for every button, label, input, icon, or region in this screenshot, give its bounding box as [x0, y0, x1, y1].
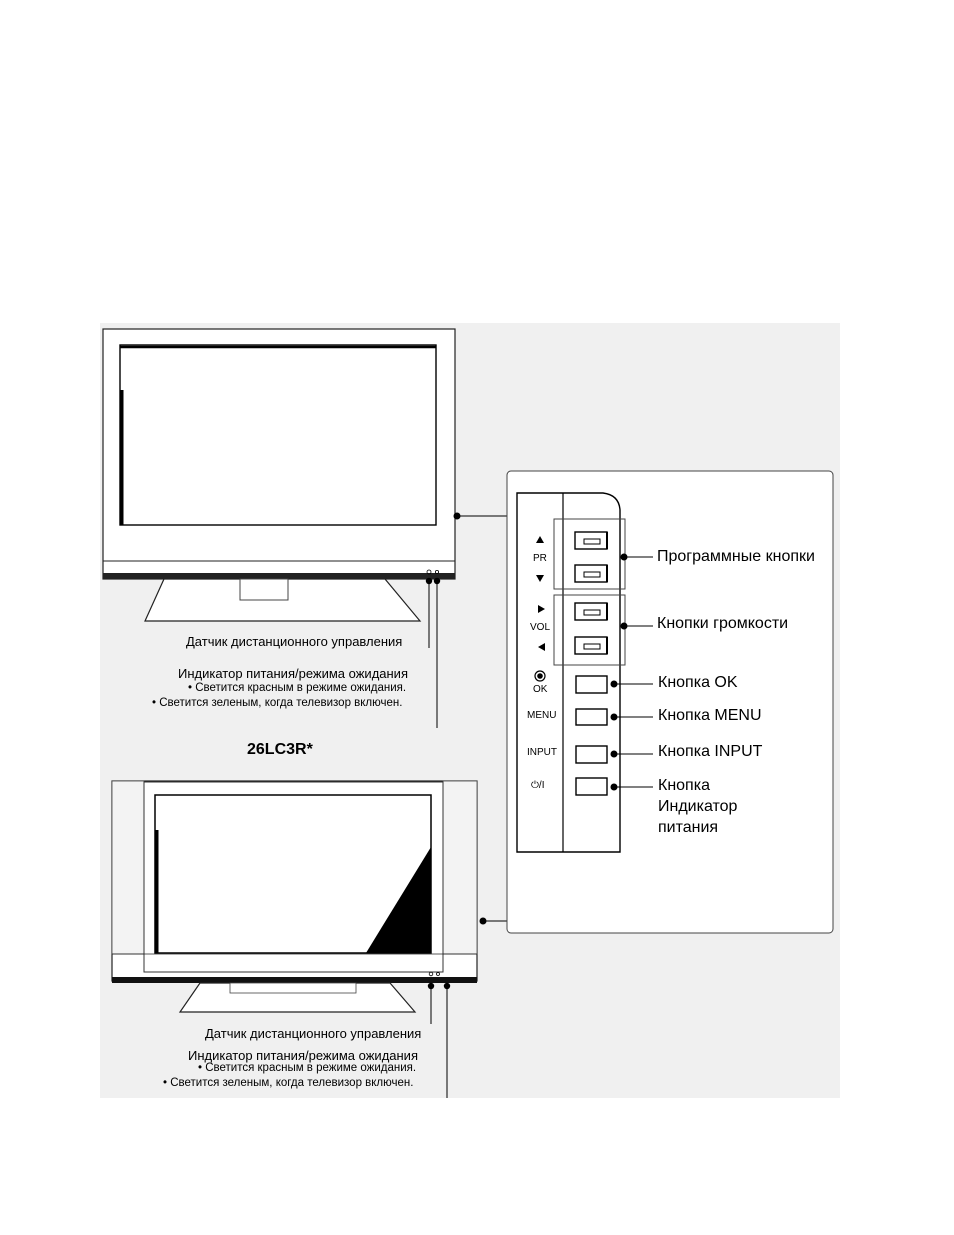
- ok-button[interactable]: [576, 676, 607, 693]
- tv-bottom-power-indicator-label: Индикатор питания/режима ожидания: [188, 1048, 418, 1063]
- pr-down-button[interactable]: [575, 565, 607, 582]
- power-label: ⏻/I: [531, 780, 545, 791]
- vol-down-button[interactable]: [575, 637, 607, 654]
- control-panel-callout: [507, 471, 833, 933]
- pr-label: PR: [533, 553, 547, 564]
- vol-label: VOL: [530, 622, 551, 633]
- tv-top-power-indicator-label: Индикатор питания/режима ожидания: [178, 666, 408, 681]
- menu-button[interactable]: [576, 709, 607, 725]
- tv-bottom-note-red: • Светится красным в режиме ожидания.: [198, 1062, 417, 1074]
- tv-top-note-green: • Светится зеленым, когда телевизор включен.: [152, 697, 403, 709]
- power-button-callout-line1: Кнопка: [658, 777, 710, 794]
- menu-button-callout: Кнопка MENU: [658, 707, 762, 724]
- tv-top-screen: [120, 345, 436, 525]
- ok-label: OK: [533, 684, 548, 695]
- tv-top-remote-sensor-label: Датчик дистанционного управления: [186, 634, 403, 649]
- volume-buttons-callout: Кнопки громкости: [657, 615, 789, 632]
- vol-up-button[interactable]: [575, 603, 607, 620]
- program-buttons-callout: Программные кнопки: [657, 548, 815, 565]
- power-button-callout-line3: питания: [658, 819, 719, 836]
- menu-label: MENU: [527, 710, 557, 721]
- tv-top-note-red: • Светится красным в режиме ожидания.: [188, 682, 407, 694]
- input-button-callout: Кнопка INPUT: [658, 743, 763, 760]
- input-button[interactable]: [576, 746, 607, 763]
- model-name: 26LC3R*: [247, 741, 313, 758]
- tv-bottom-note-green: • Светится зеленым, когда телевизор включен.: [163, 1077, 414, 1089]
- power-button[interactable]: [576, 778, 607, 795]
- ok-button-callout: Кнопка OK: [658, 674, 738, 691]
- pr-up-button[interactable]: [575, 532, 607, 549]
- input-label: INPUT: [527, 747, 557, 758]
- power-button-callout-line2: Индикатор: [658, 798, 738, 815]
- tv-bottom-remote-sensor-label: Датчик дистанционного управления: [205, 1026, 422, 1041]
